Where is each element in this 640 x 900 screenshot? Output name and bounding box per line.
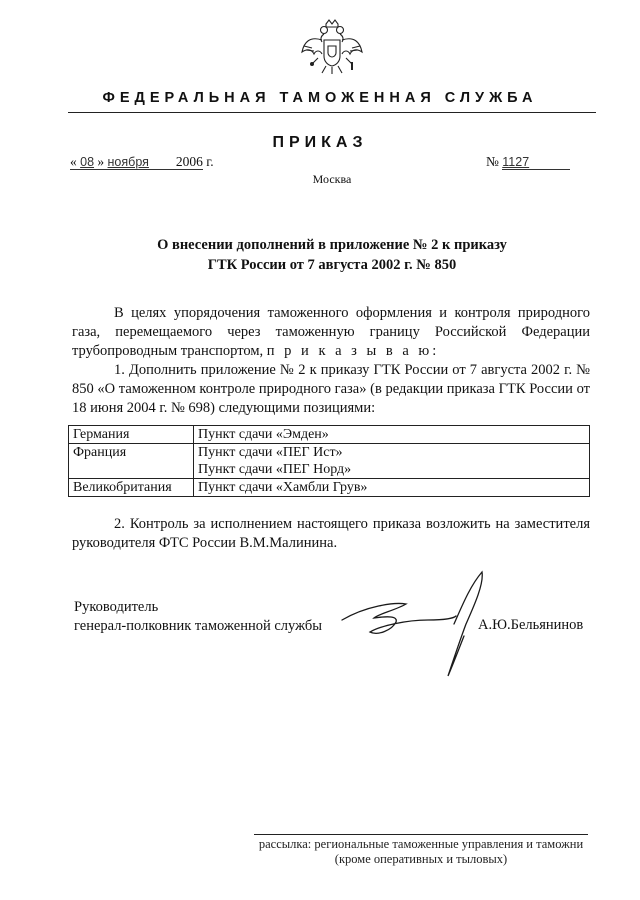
- signer-title-line-2: генерал-полковник таможенной службы: [74, 618, 323, 634]
- country-cell: Франция: [69, 444, 194, 479]
- preamble-paragraph: [72, 304, 590, 361]
- subject-line-2: ГТК России от 7 августа 2002 г. № 850: [207, 257, 457, 273]
- distribution-line-1: рассылка: региональные таможенные управления и таможни: [258, 837, 584, 851]
- country-cell: Великобритания: [69, 479, 194, 497]
- point-item: Пункт сдачи «Эмден»: [198, 427, 329, 442]
- date-close-quote: »: [97, 154, 105, 169]
- document-subject: [0, 235, 640, 275]
- agency-name: ФЕДЕРАЛЬНАЯ ТАМОЖЕННАЯ СЛУЖБА: [102, 90, 538, 106]
- country-cell: Германия: [69, 426, 194, 444]
- order-word: п р и к а з ы в а ю:: [266, 343, 440, 359]
- date-day: 08: [80, 155, 95, 169]
- signer-title-line-1: Руководитель: [74, 599, 159, 615]
- preamble-text: В целях упорядочения таможенного оформления и контроля природного газа, перемещаемого через таможенную границу Российской Федерации трубопроводным транспортом,: [72, 305, 590, 359]
- positions-table: [68, 425, 590, 497]
- city: Москва: [312, 172, 352, 186]
- point-item: Пункт сдачи «Хамбли Грув»: [198, 480, 368, 495]
- item-2-text: 2. Контроль за исполнением настоящего приказа возложить на заместителя руководителя ФТС России В.М.Малинина.: [72, 516, 590, 551]
- distribution-divider: [254, 834, 588, 835]
- subject-line-1: О внесении дополнений в приложение № 2 к приказу: [157, 237, 507, 253]
- date-open-quote: «: [70, 154, 77, 169]
- number-label: №: [486, 154, 499, 169]
- table-row: [69, 426, 590, 444]
- handwritten-signature-icon: [336, 566, 486, 686]
- item-1-text: 1. Дополнить приложение № 2 к приказу ГТК России от 7 августа 2002 г. № 850 «О таможенном контроле природного газа» (в редакции приказа ГТК России от 18 июня 2004 г. № 698) следующими позициями:: [72, 362, 590, 416]
- coat-of-arms-icon: [300, 18, 364, 76]
- document-number: [486, 154, 570, 170]
- date-suffix: г.: [206, 154, 214, 169]
- distribution-note: [254, 837, 588, 867]
- table-row: [69, 479, 590, 497]
- number-value: 1127: [502, 155, 530, 169]
- document-date: [70, 154, 214, 170]
- date-month: ноября: [107, 155, 149, 169]
- point-item: Пункт сдачи «ПЕГ Норд»: [198, 462, 352, 477]
- point-cell: [194, 444, 590, 479]
- document-type: ПРИКАЗ: [272, 134, 368, 151]
- item-2-paragraph: [72, 515, 590, 553]
- table-row: [69, 444, 590, 479]
- signer-name: А.Ю.Бельянинов: [478, 617, 584, 633]
- header-divider: [68, 112, 596, 113]
- signer-title: [74, 598, 322, 636]
- date-year: 2006: [175, 154, 203, 169]
- point-cell: [194, 479, 590, 497]
- distribution-line-2: (кроме оперативных и тыловых): [334, 852, 508, 866]
- point-item: Пункт сдачи «ПЕГ Ист»: [198, 445, 343, 460]
- item-1-paragraph: [72, 361, 590, 418]
- point-cell: [194, 426, 590, 444]
